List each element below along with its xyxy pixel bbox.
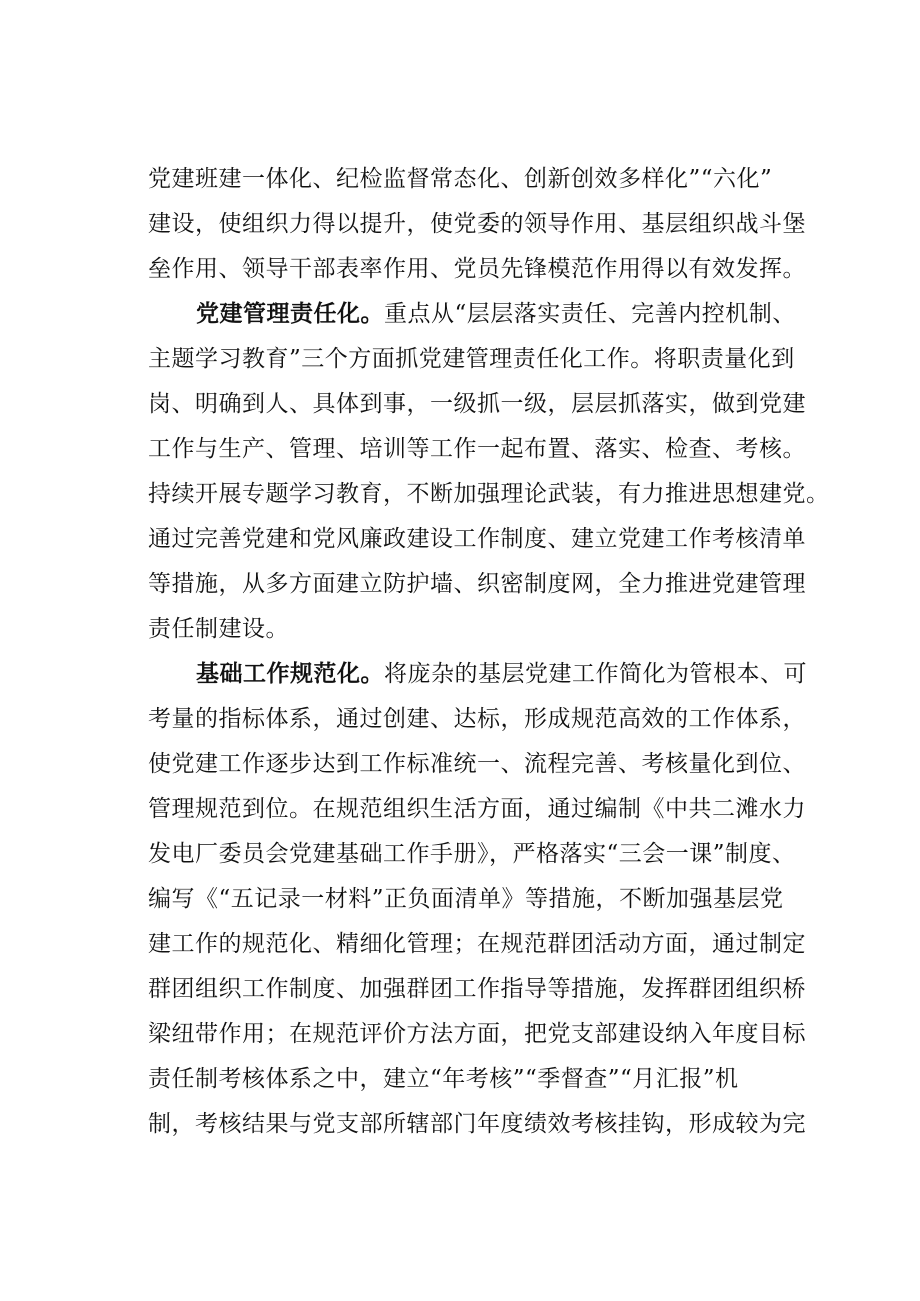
paragraph-2-line-4: 工作与生产、管理、培训等工作一起布置、落实、检查、考核。 — [148, 436, 806, 462]
paragraph-3-line-9: 梁纽带作用；在规范评价方法方面，把党支部建设纳入年度目标 — [148, 1021, 806, 1047]
paragraph-2-line-7: 等措施，从多方面建立防护墙、织密制度网，全力推进党建管理 — [148, 571, 806, 597]
paragraph-3-line-8: 群团组织工作制度、加强群团工作指导等措施，发挥群团组织桥 — [148, 976, 806, 1002]
paragraph-3-line-1-text: 将庞杂的基层党建工作简化为管根本、可 — [384, 661, 807, 687]
paragraph-3-line-7: 建工作的规范化、精细化管理；在规范群团活动方面，通过制定 — [148, 931, 806, 957]
paragraph-2-line-2: 主题学习教育”三个方面抓党建管理责任化工作。将职责量化到 — [148, 346, 795, 372]
paragraph-2-line-6: 通过完善党建和党风廉政建设工作制度、建立党建工作考核清单 — [148, 526, 806, 552]
paragraph-3-line-11: 制，考核结果与党支部所辖部门年度绩效考核挂钩，形成较为完 — [148, 1111, 806, 1137]
paragraph-3-line-2: 考量的指标体系，通过创建、达标，形成规范高效的工作体系， — [148, 706, 806, 732]
paragraph-2-line-8: 责任制建设。 — [148, 616, 289, 642]
paragraph-3-line-4: 管理规范到位。在规范组织生活方面，通过编制《中共二滩水力 — [148, 796, 806, 822]
paragraph-2-heading: 党建管理责任化。 — [196, 301, 384, 327]
paragraph-2-line-1-text: 重点从“层层落实责任、完善内控机制、 — [384, 301, 796, 327]
paragraph-3-line-6: 编写《“五记录一材料”正负面清单》等措施，不断加强基层党 — [148, 886, 784, 912]
paragraph-3-line-1 — [196, 659, 807, 689]
paragraph-1-line-3: 垒作用、领导干部表率作用、党员先锋模范作用得以有效发挥。 — [148, 256, 806, 282]
paragraph-3-line-3: 使党建工作逐步达到工作标准统一、流程完善、考核量化到位、 — [148, 751, 806, 777]
paragraph-2-line-3: 岗、明确到人、具体到事，一级抓一级，层层抓落实，做到党建 — [148, 391, 806, 417]
paragraph-1-line-2: 建设，使组织力得以提升，使党委的领导作用、基层组织战斗堡 — [148, 211, 806, 237]
paragraph-3-line-5: 发电厂委员会党建基础工作手册》，严格落实“三会一课”制度、 — [148, 841, 796, 867]
paragraph-3-line-10: 责任制考核体系之中，建立“年考核”“季督查”“月汇报”机 — [148, 1066, 739, 1092]
paragraph-2-line-5: 持续开展专题学习教育，不断加强理论武装，有力推进思想建党。 — [148, 481, 830, 507]
paragraph-2-line-1 — [196, 299, 796, 329]
paragraph-1-line-1: 党建班建一体化、纪检监督常态化、创新创效多样化”“六化” — [148, 166, 773, 192]
paragraph-3-heading: 基础工作规范化。 — [196, 661, 384, 687]
